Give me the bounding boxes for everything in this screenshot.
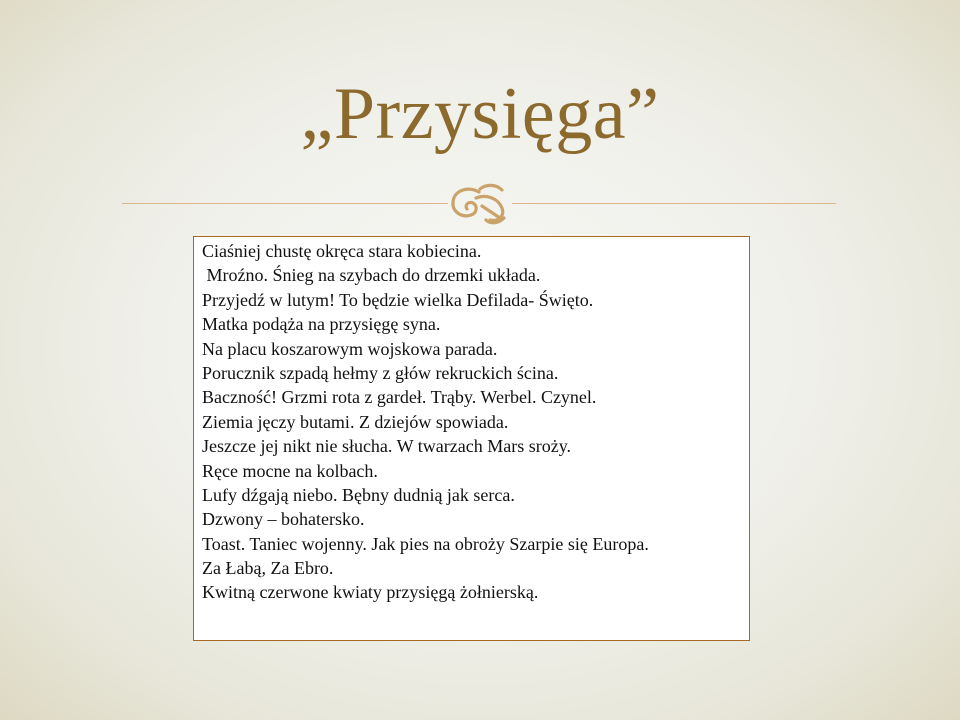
fleuron-ornament-icon	[446, 178, 514, 226]
verse-line: Przyjedź w lutym! To będzie wielka Defilada- Święto.	[202, 289, 594, 310]
verse-line: Za Łabą, Za Ebro.	[202, 557, 334, 578]
verse-line: Na placu koszarowym wojskowa parada.	[202, 338, 498, 359]
verse-line: Matka podąża na przysięgę syna.	[202, 314, 441, 335]
verse-line: Lufy dźgają niebo. Bębny dudnią jak serca.	[202, 485, 515, 506]
verse-line: Toast. Taniec wojenny. Jak pies na obroży Szarpie się Europa.	[202, 533, 649, 554]
title-divider-left	[122, 203, 448, 204]
title-divider-right	[512, 203, 836, 204]
verse-line: Jeszcze jej nikt nie słucha. W twarzach Mars sroży.	[202, 436, 572, 457]
poem-text-box	[193, 236, 750, 641]
verse-line: Ciaśniej chustę okręca stara kobiecina.	[202, 241, 482, 261]
verse-line: Ziemia jęczy butami. Z dziejów spowiada.	[202, 411, 509, 432]
verse-line: Ręce mocne na kolbach.	[202, 460, 378, 481]
verse-line: Kwitną czerwone kwiaty przysięgą żołnierską.	[202, 582, 539, 603]
verse-line: Baczność! Grzmi rota z gardeł. Trąby. Werbel. Czynel.	[202, 387, 597, 408]
slide-title: „Przysięga”	[300, 73, 660, 155]
verse-line: Mroźno. Śnieg na szybach do drzemki układa.	[202, 265, 541, 286]
poem-verse-list	[202, 239, 739, 605]
verse-line: Porucznik szpadą hełmy z głów rekruckich ścina.	[202, 363, 559, 384]
verse-line: Dzwony – bohatersko.	[202, 509, 365, 530]
